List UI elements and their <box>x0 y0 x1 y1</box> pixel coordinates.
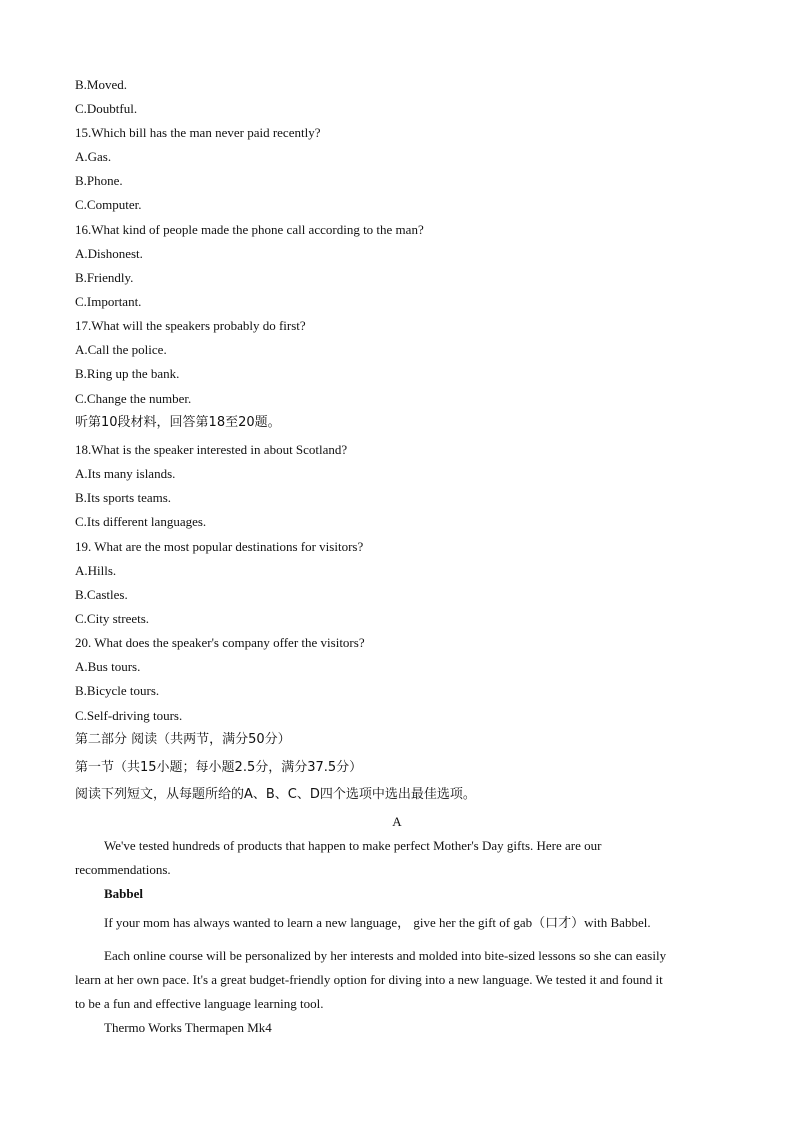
q19-option-a: A.Hills. <box>75 563 117 578</box>
q17-option-a: A.Call the police. <box>75 342 167 357</box>
q18-question: 18.What is the speaker interested in about Scotland? <box>75 442 348 457</box>
q15-option-a: A.Gas. <box>75 149 112 164</box>
q16-question: 16.What kind of people made the phone call according to the man? <box>75 222 424 237</box>
reading-section-heading: 第一节（共15小题；每小题2.5分，满分37.5分） <box>75 760 363 775</box>
passage-intro-line-2: recommendations. <box>75 862 171 877</box>
q20-option-b: B.Bicycle tours. <box>75 683 160 698</box>
q17-question: 17.What will the speakers probably do first? <box>75 318 306 333</box>
reading-instruction: 阅读下列短文，从每题所给的A、B、C、D四个选项中选出最佳选项。 <box>75 787 476 802</box>
q15-question: 15.Which bill has the man never paid recently? <box>75 125 321 140</box>
q17-option-c: C.Change the number. <box>75 391 192 406</box>
q18-option-b: B.Its sports teams. <box>75 490 172 505</box>
babbel-paragraph-1: If your mom has always wanted to learn a new language， give her the gift of gab（口才）with Babbel. <box>104 915 651 930</box>
q19-option-c: C.City streets. <box>75 611 150 626</box>
section10-instruction: 听第10段材料，回答第18至20题。 <box>75 415 281 430</box>
q18-option-c: C.Its different languages. <box>75 514 207 529</box>
q18-option-a: A.Its many islands. <box>75 466 176 481</box>
reading-part-heading: 第二部分 阅读（共两节，满分50分） <box>75 732 291 747</box>
q20-option-c: C.Self-driving tours. <box>75 708 183 723</box>
babbel-paragraph-2-line-2: learn at her own pace. It's a great budget-friendly option for diving into a new language. We tested it and found it <box>75 972 663 987</box>
babbel-paragraph-2-line-3: to be a fun and effective language learning tool. <box>75 996 324 1011</box>
q14-option-c: C.Doubtful. <box>75 101 138 116</box>
q15-option-c: C.Computer. <box>75 197 142 212</box>
q20-question: 20. What does the speaker's company offer the visitors? <box>75 635 365 650</box>
q19-option-b: B.Castles. <box>75 587 128 602</box>
q20-option-a: A.Bus tours. <box>75 659 141 674</box>
q15-option-b: B.Phone. <box>75 173 123 188</box>
q19-question: 19. What are the most popular destinations for visitors? <box>75 539 364 554</box>
passage-intro-line-1: We've tested hundreds of products that happen to make perfect Mother's Day gifts. Here are our <box>104 838 602 853</box>
q16-option-c: C.Important. <box>75 294 142 309</box>
product-babbel-heading: Babbel <box>104 886 144 901</box>
babbel-paragraph-2-line-1: Each online course will be personalized by her interests and molded into bite-sized lessons so she can easily <box>104 948 667 963</box>
q16-option-a: A.Dishonest. <box>75 246 143 261</box>
passage-label: A <box>392 814 402 829</box>
q17-option-b: B.Ring up the bank. <box>75 366 180 381</box>
q14-option-b: B.Moved. <box>75 77 127 92</box>
q16-option-b: B.Friendly. <box>75 270 134 285</box>
product-thermapen-heading: Thermo Works Thermapen Mk4 <box>104 1020 272 1035</box>
